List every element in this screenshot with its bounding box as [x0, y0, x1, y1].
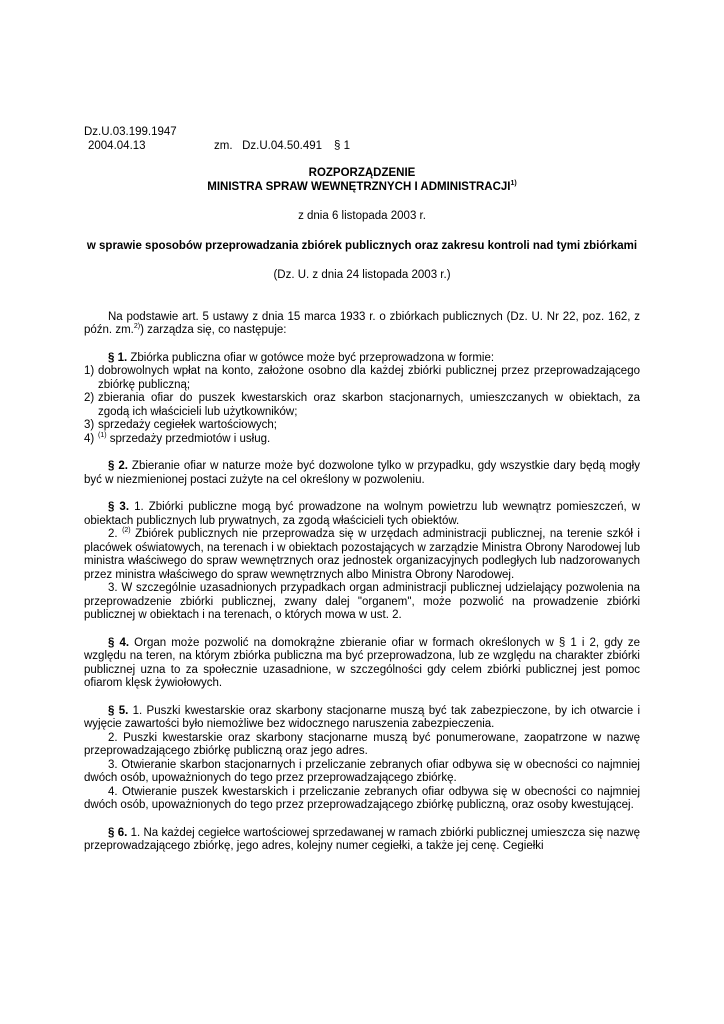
footnote-ref: (1): [98, 431, 107, 439]
act-type: ROZPORZĄDZENIE: [308, 167, 416, 179]
section-5-para-4: 4. Otwieranie puszek kwestarskich i przeliczanie zebranych ofiar odbywa się w obecności co najmniej dwóch osób, upoważnionych do tego przez przeprowadzającego zbiórkę publiczną, oraz osoby kwestującej.: [84, 785, 640, 811]
preamble-text-end: ) zarządza się, co następuje:: [140, 324, 287, 336]
section-label: § 2.: [108, 460, 128, 472]
section-label: § 3.: [108, 501, 130, 513]
item-text: sprzedaży cegiełek wartościowych;: [98, 419, 277, 431]
section-5: [84, 705, 640, 732]
list-item: [84, 392, 640, 419]
section-3: [84, 501, 640, 528]
issuing-authority: [84, 181, 640, 195]
section-label: § 1.: [108, 351, 128, 364]
section-5-para-3: 3. Otwieranie skarbon stacjonarnych i przeliczanie zebranych ofiar odbywa się w obecności co najmniej dwóch osób, upoważnionych do tego przez przeprowadzającego zbiórkę.: [84, 758, 640, 784]
list-item: [84, 365, 640, 392]
item-text: dobrowolnych wpłat na konto, założone osobno dla każdej zbiórki publicznej przez przeprowadzającego zbiórkę publiczną;: [98, 365, 640, 391]
section-4: [84, 637, 640, 691]
item-number: 2): [84, 392, 95, 404]
list-item: [84, 433, 640, 447]
section-text: 1. Zbiórki publiczne mogą być prowadzone na wolnym powietrzu lub wewnątrz pomieszczeń, w obiektach publicznych lub prywatnych, za zgodą właścicieli tych obiektów.: [84, 501, 641, 527]
section-label: § 4.: [108, 636, 130, 649]
section-text: 1. Na każdej cegiełce wartościowej sprzedawanej w ramach zbiórki publicznej umieszcza się nazwę przeprowadzającego zbiórkę, jego adres, kolejny numer cegiełki, a także jej cenę. Cegiełki: [84, 826, 641, 852]
section-text: Zbieranie ofiar w naturze może być dozwolone tylko w przypadku, gdy wszystkie dary będą mogły być w niezmienionej postaci zużyte na cel określony w pozwoleniu.: [84, 460, 640, 486]
item-text: sprzedaży przedmiotów i usług.: [106, 432, 271, 445]
para-text: Zbiórek publicznych nie przeprowadza się w urzędach administracji publicznej, na terenie szkół i placówek oświatowych, na terenach i w obiektach pozostających w zarządzie Ministra Obrony Narodowej lub ministra właściwego do spraw wewnętrznych oraz jednostek organizacyjnych podległych lub nadzorowanych przez ministra właściwego do spraw wewnętrznych albo Ministra Obrony Narodowej.: [84, 528, 640, 581]
section-3-para-3: 3. W szczególnie uzasadnionych przypadkach organ administracji publicznej udzielający pozwolenia na przeprowadzenie zbiórki publicznej, zwany dalej "organem", może pozwolić na prowadzenie zbiórki publicznej w obiektach i na terenach, o których mowa w ust. 2.: [84, 582, 640, 621]
section-1: [84, 352, 640, 366]
preamble-text: Na podstawie art. 5 ustawy z dnia 15 marca 1933 r. o zbiórkach publicznych (Dz. U. Nr 22, poz. 162, z późn. zm.: [84, 310, 640, 336]
section-1-list: [84, 365, 640, 446]
consolidation-date: 2004.04.13: [88, 139, 146, 152]
section-text: 1. Puszki kwestarskie oraz skarbony stacjonarne muszą być tak zabezpieczone, by ich otwarcie i wyjęcie zawartości było niemożliwe bez widocznego naruszenia zabezpieczenia.: [84, 704, 641, 730]
amendment-reference: zm. Dz.U.04.50.491: [214, 139, 323, 152]
section-2: [84, 460, 640, 487]
section-text: Organ może pozwolić na domokrążne zbieranie ofiar w formach określonych w § 1 i 2, gdy ze względu na teren, na którym zbiórka publiczna ma być przeprowadzona, lub ze względu na charakter zbiórki publicznej uzna to za społecznie uzasadnione, w szczególności gdy celem zbiórki publicznej jest pomoc ofiarom klęsk żywiołowych.: [84, 636, 640, 689]
section-text: Zbiórka publiczna ofiar w gotówce może być przeprowadzona w formie:: [127, 351, 495, 364]
section-3-para-2: [84, 528, 640, 582]
item-text: zbierania ofiar do puszek kwestarskich oraz skarbon stacjonarnych, umieszczanych w obiektach, za zgodą ich właścicieli lub użytkowników;: [98, 392, 640, 418]
issue-date: z dnia 6 listopada 2003 r.: [298, 210, 426, 222]
item-number: 3): [84, 419, 95, 431]
section-label: § 5.: [108, 704, 129, 717]
footnote-ref: (2): [122, 527, 131, 534]
publication-source: (Dz. U. z dnia 24 listopada 2003 r.): [273, 269, 451, 281]
section-6: [84, 827, 640, 854]
item-number: 4): [84, 432, 95, 445]
document-page: [84, 126, 640, 854]
header-line: [84, 140, 640, 154]
act-subject: w sprawie sposobów przeprowadzania zbiórek publicznych oraz zakresu kontroli nad tymi zbiórkami: [86, 239, 638, 252]
list-item: [84, 419, 640, 433]
para-number: 2.: [108, 528, 123, 540]
footnote-ref: 1): [510, 179, 517, 187]
authority-name: MINISTRA SPRAW WEWNĘTRZNYCH I ADMINISTRACJI: [207, 180, 511, 193]
section-label: § 6.: [108, 826, 128, 839]
item-number: 1): [84, 365, 95, 377]
preamble: [84, 311, 640, 338]
paragraph-marker: § 1: [334, 139, 350, 152]
section-5-para-2: 2. Puszki kwestarskie oraz skarbony stacjonarne muszą być ponumerowane, zaopatrzone w nazwę przeprowadzającego zbiórkę publiczną oraz jego adres.: [84, 731, 640, 757]
journal-reference: Dz.U.03.199.1947: [84, 126, 177, 138]
footnote-ref: 2): [133, 323, 141, 330]
